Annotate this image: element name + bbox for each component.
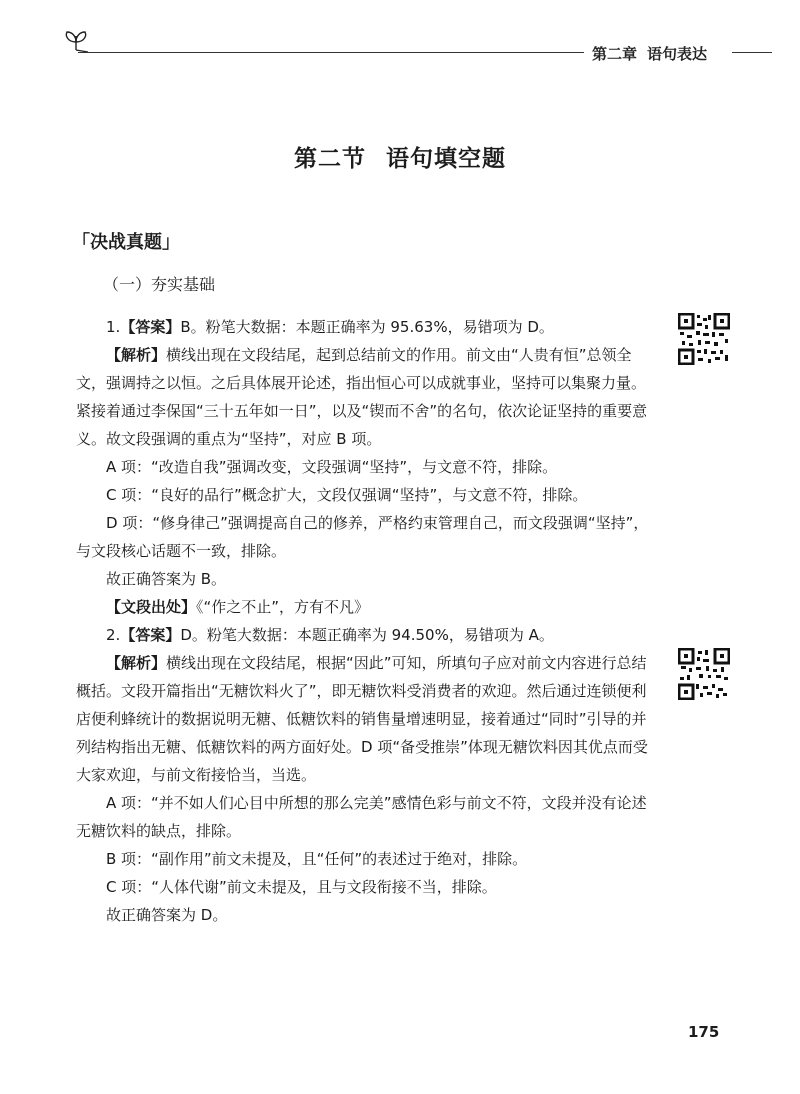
- section-title: [0, 140, 800, 173]
- q1-source-tag: 【文段出处】: [106, 598, 197, 616]
- q1-conclusion: 故正确答案为 B。: [106, 570, 227, 588]
- q2-answer-tag: 【答案】: [120, 626, 181, 644]
- q1-source: [76, 593, 650, 621]
- q1-number: 1.: [106, 318, 121, 336]
- header-chapter: 第二章: [592, 45, 638, 63]
- q2-answer: [76, 621, 650, 649]
- subsection-heading: （一）夯实基础: [103, 275, 216, 294]
- q1-analysis-text: 横线出现在文段结尾，起到总结前文的作用。前文由“人贵有恒”总领全文，强调持之以恒。之后具体展开论述，指出恒心可以成就事业，坚持可以集聚力量。紧接着通过李保国“三十五年如一日”，以及“锲而不舍”的名句，依次论证坚持的重要意义。故文段强调的重点为“坚持”，对应 B 项。: [76, 346, 648, 448]
- q2-analysis-text: 横线出现在文段结尾，根据“因此”可知，所填句子应对前文内容进行总结概括。文段开篇指出“无糖饮料火了”，即无糖饮料受消费者的欢迎。然后通过连锁便利店便利蜂统计的数据说明无糖、低糖饮料的销售量增速明显，接着通过“同时”引导的并列结构指出无糖、低糖饮料的两方面好处。D 项“备受推崇”体现无糖饮料因其优点而受大家欢迎，与前文衔接恰当，当选。: [76, 654, 648, 784]
- q2-option-a: A 项：“并不如人们心目中所想的那么完美”感情色彩与前文不符，文段并没有论述无糖饮料的缺点，排除。: [76, 794, 647, 840]
- section-title-number: 第二节: [294, 146, 366, 172]
- q2-number: 2.: [106, 626, 121, 644]
- q1-analysis: [76, 341, 650, 453]
- header-rule-right: [732, 52, 772, 53]
- q2-option-b: B 项：“副作用”前文未提及，且“任何”的表述过于绝对，排除。: [106, 850, 528, 868]
- q2-answer-text: D。粉笔大数据：本题正确率为 94.50%，易错项为 A。: [180, 626, 554, 644]
- answer-content: [76, 313, 650, 929]
- q1-answer: [76, 313, 650, 341]
- q1-option-d: D 项：“修身律己”强调提高自己的修养，严格约束管理自己，而文段强调“坚持”，与文段核心话题不一致，排除。: [76, 514, 649, 560]
- header-rule-left: [78, 52, 584, 53]
- q1-option-c: C 项：“良好的品行”概念扩大，文段仅强调“坚持”，与文意不符，排除。: [106, 486, 588, 504]
- section-tag: 「决战真题」: [72, 232, 180, 253]
- qr-code-icon[interactable]: [678, 313, 730, 365]
- q2-conclusion: 故正确答案为 D。: [106, 906, 228, 924]
- q1-analysis-tag: 【解析】: [106, 346, 167, 364]
- qr-code-icon[interactable]: [678, 648, 730, 700]
- running-header: [592, 43, 717, 64]
- q2-option-c: C 项：“人体代谢”前文未提及，且与文段衔接不当，排除。: [106, 878, 497, 896]
- q1-answer-tag: 【答案】: [120, 318, 181, 336]
- section-title-name: 语句填空题: [386, 146, 506, 172]
- q1-option-a: A 项：“改造自我”强调改变，文段强调“坚持”，与文意不符，排除。: [106, 458, 558, 476]
- q2-analysis-tag: 【解析】: [106, 654, 167, 672]
- q2-analysis: [76, 649, 650, 789]
- page-number: 175: [688, 1023, 720, 1041]
- q1-source-text: 《“作之不止”，方有不凡》: [196, 598, 370, 616]
- header-chapter-title: 语句表达: [647, 45, 708, 63]
- leaf-logo-icon: [62, 30, 90, 54]
- q1-answer-text: B。粉笔大数据：本题正确率为 95.63%，易错项为 D。: [180, 318, 554, 336]
